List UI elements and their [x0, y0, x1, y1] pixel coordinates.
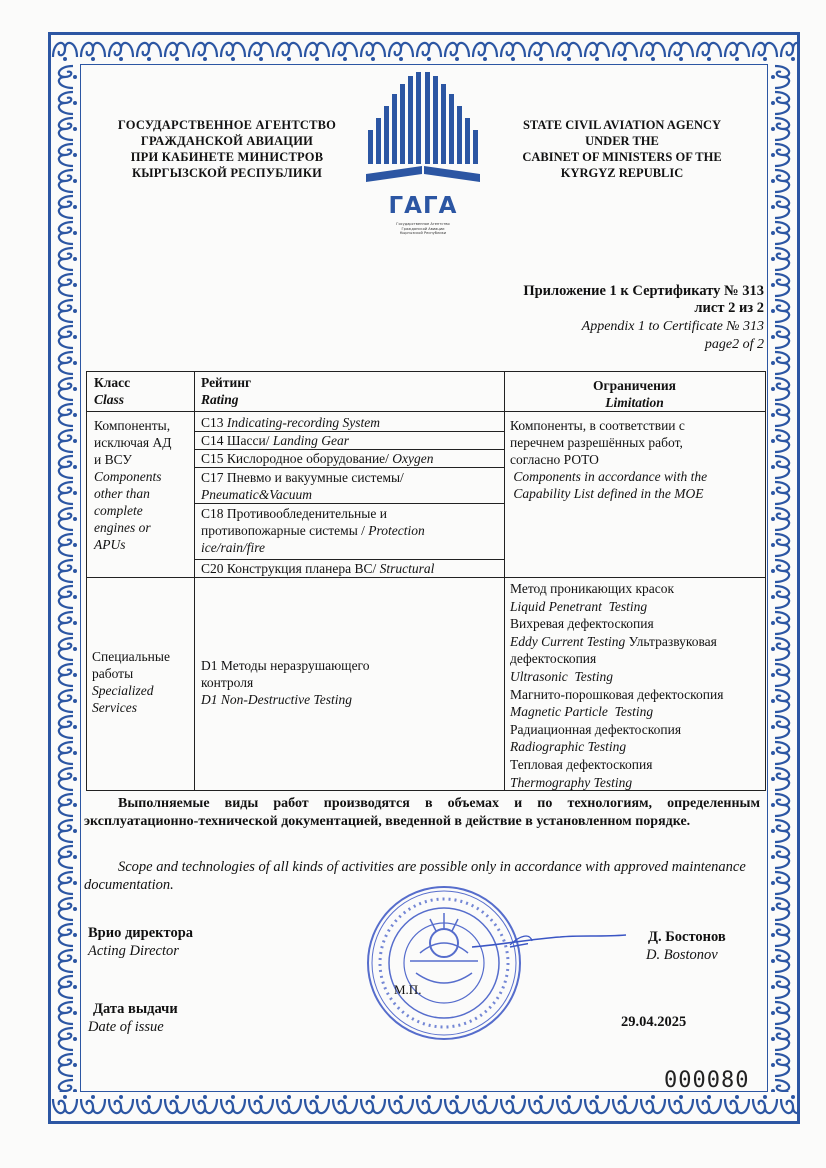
agency-en-line: CABINET OF MINISTERS OF THE [522, 150, 722, 164]
class-ru-line: Компоненты, [94, 418, 171, 433]
method-ru: Магнито-порошковая дефектоскопия [510, 686, 724, 702]
header-class-ru: Класс [94, 375, 131, 390]
stamp-place-label: М.П. [394, 982, 422, 997]
agency-ru-line: ПРИ КАБИНЕТЕ МИНИСТРОВ [130, 150, 324, 164]
agency-ru-line: КЫРГЫЗСКОЙ РЕСПУБЛИКИ [131, 166, 323, 180]
class-en-line: complete [94, 503, 143, 518]
ornament-right [768, 64, 797, 1092]
row2-class [92, 648, 170, 716]
table-line [765, 371, 766, 791]
rating-ru: C14 Шасси/ [201, 433, 273, 448]
table-line [194, 371, 195, 791]
rating-en: Structural [379, 561, 435, 576]
director-title-ru: Врио директора [88, 925, 194, 941]
rating-ru: C17 Пневмо и вакуумные системы/ [201, 470, 404, 485]
header-limitation-ru: Ограничения [593, 378, 676, 393]
method-en: Eddy Current Testing [510, 633, 626, 649]
scope-note-ru: Выполняемые виды работ производятся в объемах и по технологиям, определенным эксплуатационно-технической документацией, введенной в действие в установленном порядке. [84, 796, 760, 829]
rating-en: Protection [368, 523, 425, 538]
limitation-ru-line: согласно РОТО [510, 452, 599, 467]
ratings-table [86, 371, 766, 791]
rating-en: Oxygen [392, 451, 434, 466]
limitation-ru-line: перечнем разрешённых работ, [510, 435, 683, 450]
table-line [86, 371, 766, 372]
agency-en-line: STATE CIVIL AVIATION AGENCY [522, 118, 722, 132]
method-en: Radiographic Testing [510, 739, 627, 755]
appendix-sheet-ru: лист 2 из 2 [694, 300, 764, 316]
class-ru-line: исключая АД [94, 435, 172, 450]
logo-subtitle-line: Гражданской Авиации [401, 226, 445, 231]
rating-c18 [201, 505, 425, 556]
row2-methods [510, 580, 723, 791]
rating-en-line: D1 Non-Destructive Testing [201, 692, 352, 707]
row2-rating [201, 657, 370, 708]
agency-ru-line: ГОСУДАРСТВЕННОЕ АГЕНТСТВО [117, 118, 337, 132]
agency-name-ru [96, 117, 358, 181]
table-line [194, 503, 504, 504]
appendix-title-ru: Приложение 1 к Сертификату № 313 [523, 283, 764, 299]
class-ru-line: работы [92, 666, 134, 681]
ornament-left [51, 64, 80, 1092]
issue-date-label-en: Date of issue [88, 1019, 164, 1035]
rating-c20 [201, 560, 434, 577]
rating-ru-line: контроля [201, 675, 254, 690]
rating-ru-line: D1 Методы неразрушающего [201, 658, 370, 673]
appendix-title-en: Appendix 1 to Certificate № 313 [581, 319, 764, 334]
class-en-line: engines or [94, 520, 151, 535]
scope-note-en: Scope and technologies of all kinds of activities are possible only in accordance with approved maintenance documentation. [84, 859, 746, 893]
agency-ru-line: ГРАЖДАНСКОЙ АВИАЦИИ [140, 134, 314, 148]
logo-subtitle-line: Государственное Агентство [396, 222, 450, 226]
rating-en: Landing Gear [272, 433, 349, 448]
class-en-line: Components [94, 469, 162, 484]
ornament-bottom [51, 1092, 797, 1121]
limitation-ru-line: Компоненты, в соответствии с [510, 418, 685, 433]
method-en: Thermography Testing [510, 774, 633, 790]
method-en: Ultrasonic Testing [510, 668, 614, 684]
class-en-line: Specialized [92, 683, 154, 698]
method-ru: Вихревая дефектоскопия [510, 616, 654, 632]
header-limitation-en: Limitation [605, 395, 664, 410]
agency-en-line: UNDER THE [585, 134, 659, 148]
limitation-en-line: Capability List defined in the MOE [510, 486, 704, 501]
official-seal-icon [360, 883, 528, 1043]
rating-c17 [201, 469, 404, 503]
rating-en: Pneumatic&Vacuum [201, 487, 312, 502]
logo-wordmark: ГАГА [388, 193, 458, 219]
class-en-line: Services [92, 700, 137, 715]
ornament-top [51, 35, 797, 64]
certificate-serial-number: 000080 [664, 1068, 750, 1093]
table-line [504, 371, 505, 791]
logo-subtitle [360, 222, 486, 236]
rating-ru: C15 Кислородное оборудование/ [201, 451, 393, 466]
header-class-en: Class [94, 392, 125, 407]
agency-name-en [488, 117, 756, 181]
issue-date: 29.04.2025 [621, 1014, 687, 1030]
table-line [86, 577, 766, 578]
limitation-en-line: Components in accordance with the [510, 469, 708, 484]
rating-ru: C20 Конструкция планера ВС/ [201, 561, 380, 576]
logo-subtitle-line: Кыргызской Республики [399, 231, 447, 235]
class-ru-line: Специальные [92, 649, 170, 664]
agency-en-line: KYRGYZ REPUBLIC [560, 166, 684, 180]
rating-c15 [201, 450, 434, 467]
row1-class [94, 417, 171, 553]
class-en-line: APUs [94, 537, 126, 552]
rating-ru: C13 [201, 415, 227, 430]
rating-c14 [201, 432, 349, 449]
rating-ru: C18 Противообледенительные и [201, 506, 387, 521]
table-line [86, 371, 87, 791]
method-en: Magnetic Particle Testing [510, 704, 654, 720]
appendix-page-en: page2 of 2 [704, 337, 764, 352]
header-rating-ru: Рейтинг [201, 375, 252, 390]
table-line [86, 411, 766, 412]
rating-c13 [201, 414, 380, 431]
director-title-en: Acting Director [88, 943, 179, 959]
method-ru: Радиационная дефектоскопия [510, 721, 682, 737]
director-name-en: D. Bostonov [646, 947, 718, 963]
method-ru: Тепловая дефектоскопия [510, 756, 653, 772]
rating-en: Indicating-recording System [226, 415, 380, 430]
rating-ru: противопожарные системы / [201, 523, 369, 538]
rating-en: ice/rain/fire [201, 540, 265, 555]
issue-date-label-ru: Дата выдачи [93, 1001, 178, 1017]
header-rating-en: Rating [201, 392, 239, 407]
class-en-line: other than [94, 486, 150, 501]
method-ru: Ультразвуковая [625, 633, 717, 649]
signature-icon [470, 925, 630, 955]
class-ru-line: и ВСУ [94, 452, 132, 467]
row1-limitation [510, 417, 707, 502]
method-ru: Метод проникающих красок [510, 581, 675, 596]
method-en: Liquid Penetrant Testing [510, 598, 648, 614]
method-ru: дефектоскопия [510, 651, 597, 667]
table-line [194, 467, 504, 468]
director-name-ru: Д. Бостонов [648, 929, 726, 945]
